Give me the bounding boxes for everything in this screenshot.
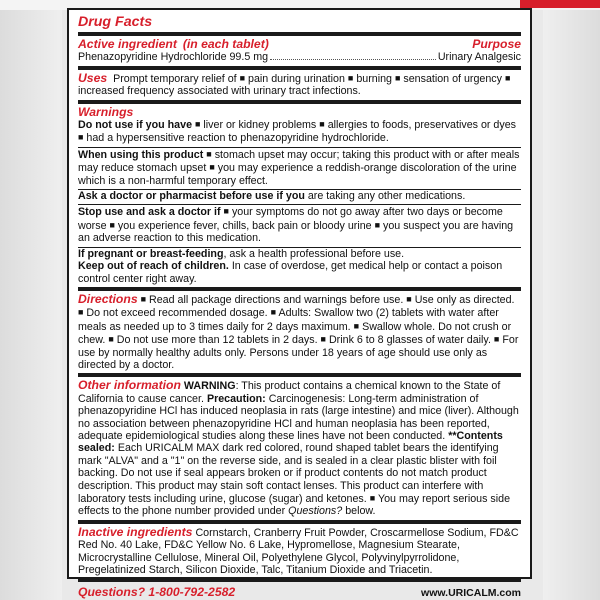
bullet-icon: ■ <box>374 219 381 230</box>
bullet-icon: ■ <box>78 307 84 318</box>
stop-use-text: Stop use and ask a doctor if ■ your symptoms do not go away after two days or become worse ■ you experience fever, chills, back pain or bloody urine ■ you suspect you are having an adverse reaction to this medication. <box>78 206 514 245</box>
website-link[interactable]: www.URICALM.com <box>421 587 521 600</box>
bullet-icon: ■ <box>140 293 147 304</box>
box-left-side <box>0 10 62 600</box>
uses-heading: Uses <box>78 70 108 85</box>
warnings-heading: Warnings <box>78 104 134 119</box>
active-heading-row <box>78 38 521 51</box>
bullet-icon: ■ <box>406 293 412 304</box>
warnings-section <box>78 104 521 285</box>
bullet-icon: ■ <box>394 72 401 83</box>
footer <box>78 582 521 599</box>
pregnant-text: If pregnant or breast-feeding, ask a health professional before use. <box>78 247 405 260</box>
ask-doctor-text: Ask a doctor or pharmacist before use if you are taking any other medications. <box>78 190 466 203</box>
directions-text: Directions ■ Read all package directions and warnings before use. ■ Use only as directed. ■ Do not exceed recommended dosage. ■ Adults: Swallow two (2) tablets with water after meals as needed up to 3 times daily for 2 days maximum. ■ Swallow whole. Do not crush or chew. ■ Do not use more than 12 tablets in 2 days. ■ Drink 6 to 8 glasses of water daily. ■ For use by normally healthy adults only. Persons under 18 years of age should use only as directed by a doctor. <box>78 291 519 371</box>
active-row <box>78 51 521 63</box>
purpose-value: Urinary Analgesic <box>437 51 521 64</box>
box-right-side <box>543 10 600 600</box>
bullet-icon: ■ <box>369 493 376 503</box>
inactive-heading: Inactive ingredients <box>78 524 193 539</box>
bullet-icon: ■ <box>270 307 277 318</box>
bullet-icon: ■ <box>353 320 360 331</box>
box-red-tab <box>520 0 600 8</box>
bullet-icon: ■ <box>347 72 354 83</box>
bullet-icon: ■ <box>195 119 201 130</box>
bullet-icon: ■ <box>319 119 325 130</box>
bullet-icon: ■ <box>320 334 326 345</box>
drug-facts-panel <box>67 8 532 600</box>
bullet-icon: ■ <box>239 72 246 83</box>
bullet-icon: ■ <box>109 219 115 230</box>
questions-phone: Questions? 1-800-792-2582 <box>78 585 236 600</box>
uses-text: Uses Prompt temporary relief of ■ pain during urination ■ burning ■ sensation of urgency ■ increased frequency associated with urinary tract infections. <box>78 70 511 98</box>
drug-facts-title: Drug Facts <box>78 14 153 30</box>
bullet-icon: ■ <box>223 206 229 217</box>
directions-section <box>78 291 521 371</box>
bullet-icon: ■ <box>209 162 215 173</box>
active-heading: Active ingredient <box>78 37 177 51</box>
purpose-heading: Purpose <box>472 37 521 51</box>
bullet-icon: ■ <box>78 132 84 143</box>
inactive-ingredients-section <box>78 524 521 577</box>
other-information-text: Other information WARNING: This product contains a chemical known to the State of California to cause cancer. Precaution: Carcinogenesis: Long-term administration of phenazopyridine HCl has induced neoplasia in rats (large intestine) and mice (liver). Although no association between phenazopyridine HCl and human neoplasia has been reported, adequate epidemiological studies along these lines have not been conducted. **Contents sealed: Each URICALM MAX dark red colored, round shaped tablet bears the identifying mark "ALVA" and a "1" on the reverse side, and is sealed in a clear plastic blister with foil backing. Do not use if seal appears broken or if product contents do not match product description. This product may stain soft contact lenses. This product can interfere with laboratory tests including urine, glucose (sugar) and ketones. ■ You may report serious side effects to the phone number provided under Questions? below. <box>78 378 519 518</box>
inactive-text: Inactive ingredients Cornstarch, Cranberry Fruit Powder, Croscarmellose Sodium, FD&C Red No. 40 Lake, FD&C Yellow No. 6 Lake, Hypromellose, Magnesium Stearate, Microcrystalline Cellulose, Mineral Oil, Polyethylene Glycol, Polyvinylpyrrolidone, Pregelatinized Starch, Silicon Dioxide, Talc, Titanium Dioxide and Triacetin. <box>78 524 519 577</box>
bullet-icon: ■ <box>108 334 114 345</box>
bullet-icon: ■ <box>493 334 500 345</box>
active-heading-suffix: (in each tablet) <box>182 37 269 51</box>
uses-section <box>78 70 521 98</box>
other-heading: Other information <box>78 378 181 393</box>
bullet-icon: ■ <box>504 72 511 83</box>
when-using-text: When using this product ■ stomach upset may occur; taking this product with or after meals may reduce stomach upset ■ you may experience a reddish-orange discoloration of the urine which is a non-harmful temporary effect. <box>78 148 520 187</box>
bullet-icon: ■ <box>206 148 212 159</box>
keep-out-text: Keep out of reach of children. In case of overdose, get medical help or contact a poison control center right away. <box>78 260 503 285</box>
directions-heading: Directions <box>78 291 138 306</box>
dot-leader <box>270 59 436 60</box>
active-ingredient: Phenazopyridine Hydrochloride 99.5 mg <box>78 51 269 64</box>
do-not-use-text: Do not use if you have ■ liver or kidney problems ■ allergies to foods, preservatives or dyes ■ had a hypersensitive reaction to phenazopyridine hydrochloride. <box>78 119 516 145</box>
other-information-section <box>78 377 521 517</box>
active-ingredient-section <box>78 36 521 64</box>
